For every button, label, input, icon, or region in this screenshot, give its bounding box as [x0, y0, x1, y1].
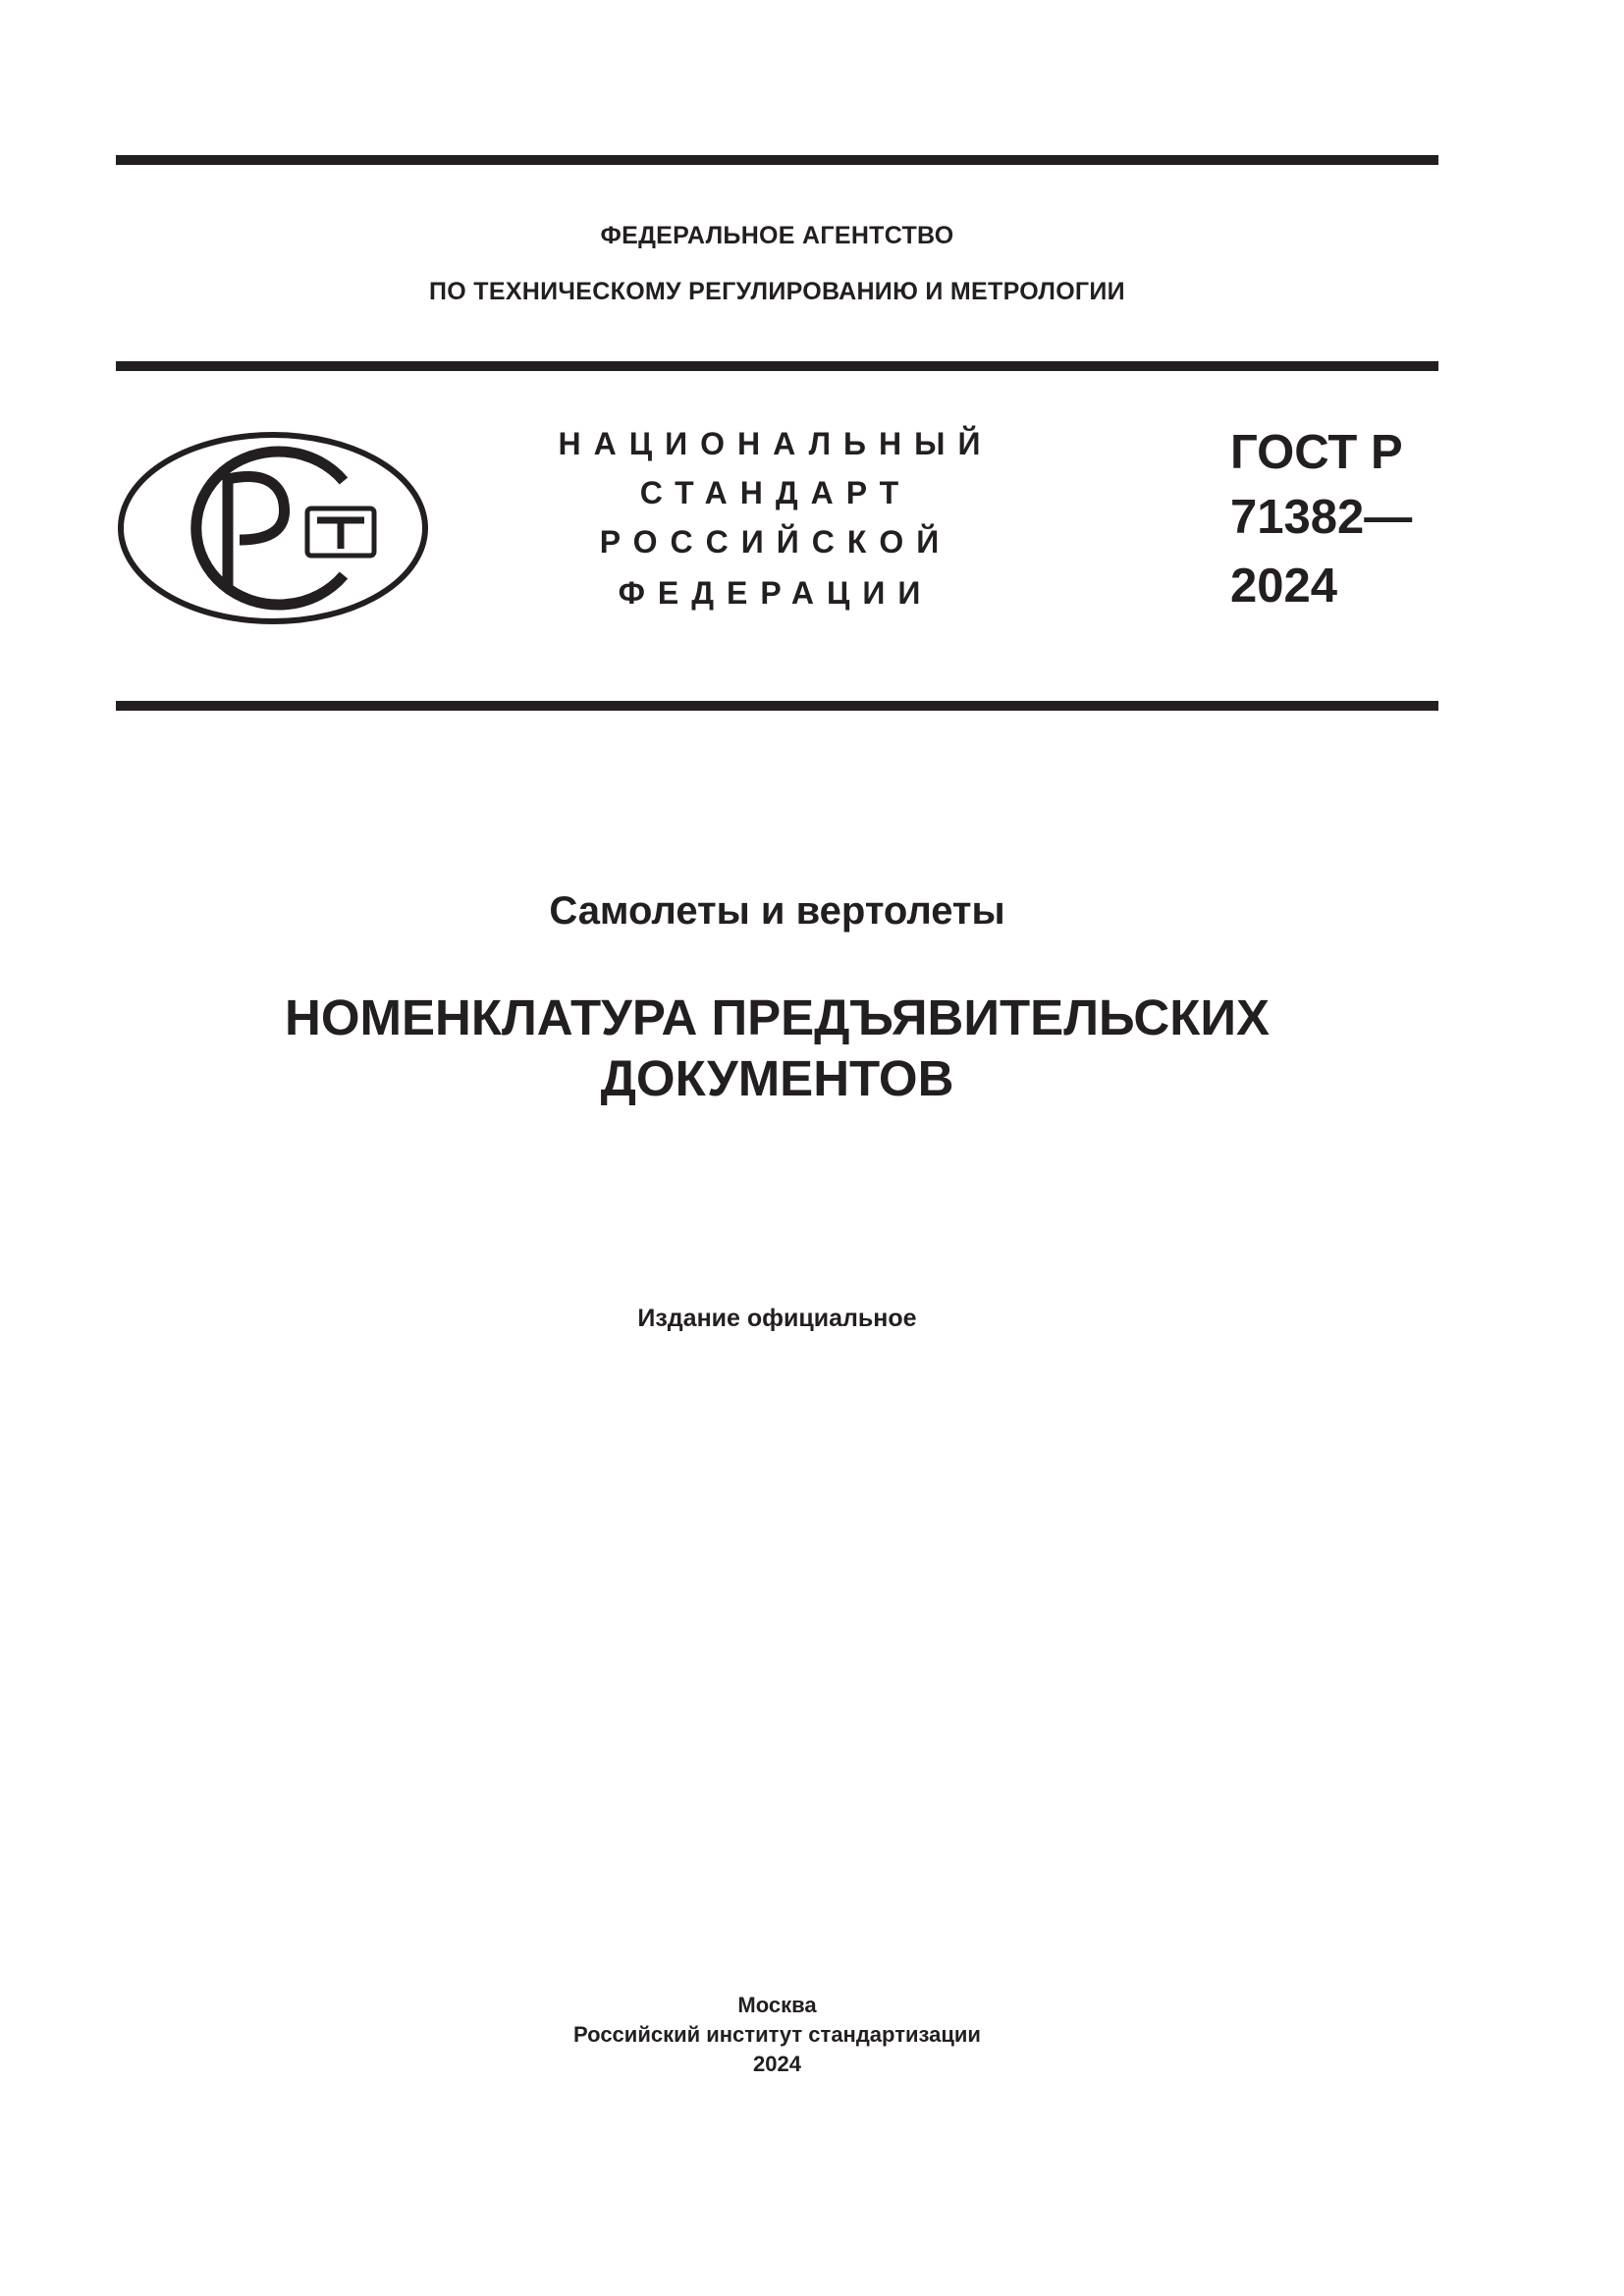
standard-type-line-3: РОССИЙСКОЙ: [599, 524, 952, 560]
document-title-line-1: НОМЕНКЛАТУРА ПРЕДЪЯВИТЕЛЬСКИХ: [285, 989, 1270, 1045]
standard-type-line-4: ФЕДЕРАЦИИ: [618, 575, 934, 611]
document-subtitle: Самолеты и вертолеты: [549, 889, 1005, 933]
standard-type-line-2: СТАНДАРТ: [639, 475, 912, 510]
imprint-year: 2024: [753, 2052, 801, 2076]
header-rule: [116, 361, 1438, 371]
standard-designation-line-2: 71382—: [1230, 491, 1413, 544]
standard-designation-line-1: ГОСТ Р: [1230, 426, 1403, 479]
rst-certification-mark-icon: [116, 430, 430, 626]
imprint-city: Москва: [737, 1993, 817, 2017]
standard-type-line-1: НАЦИОНАЛЬНЫЙ: [558, 426, 994, 461]
top-rule: [116, 155, 1438, 165]
document-title-line-2: ДОКУМЕНТОВ: [600, 1050, 954, 1106]
standard-designation-line-3: 2024: [1230, 560, 1338, 613]
agency-name-line-1: ФЕДЕРАЛЬНОЕ АГЕНТСТВО: [600, 222, 954, 249]
agency-name-line-2: ПО ТЕХНИЧЕСКОМУ РЕГУЛИРОВАНИЮ И МЕТРОЛОГИИ: [429, 278, 1125, 305]
bottom-header-rule: [116, 701, 1438, 711]
edition-label: Издание официальное: [637, 1305, 917, 1332]
imprint-publisher: Российский институт стандартизации: [573, 2022, 981, 2047]
